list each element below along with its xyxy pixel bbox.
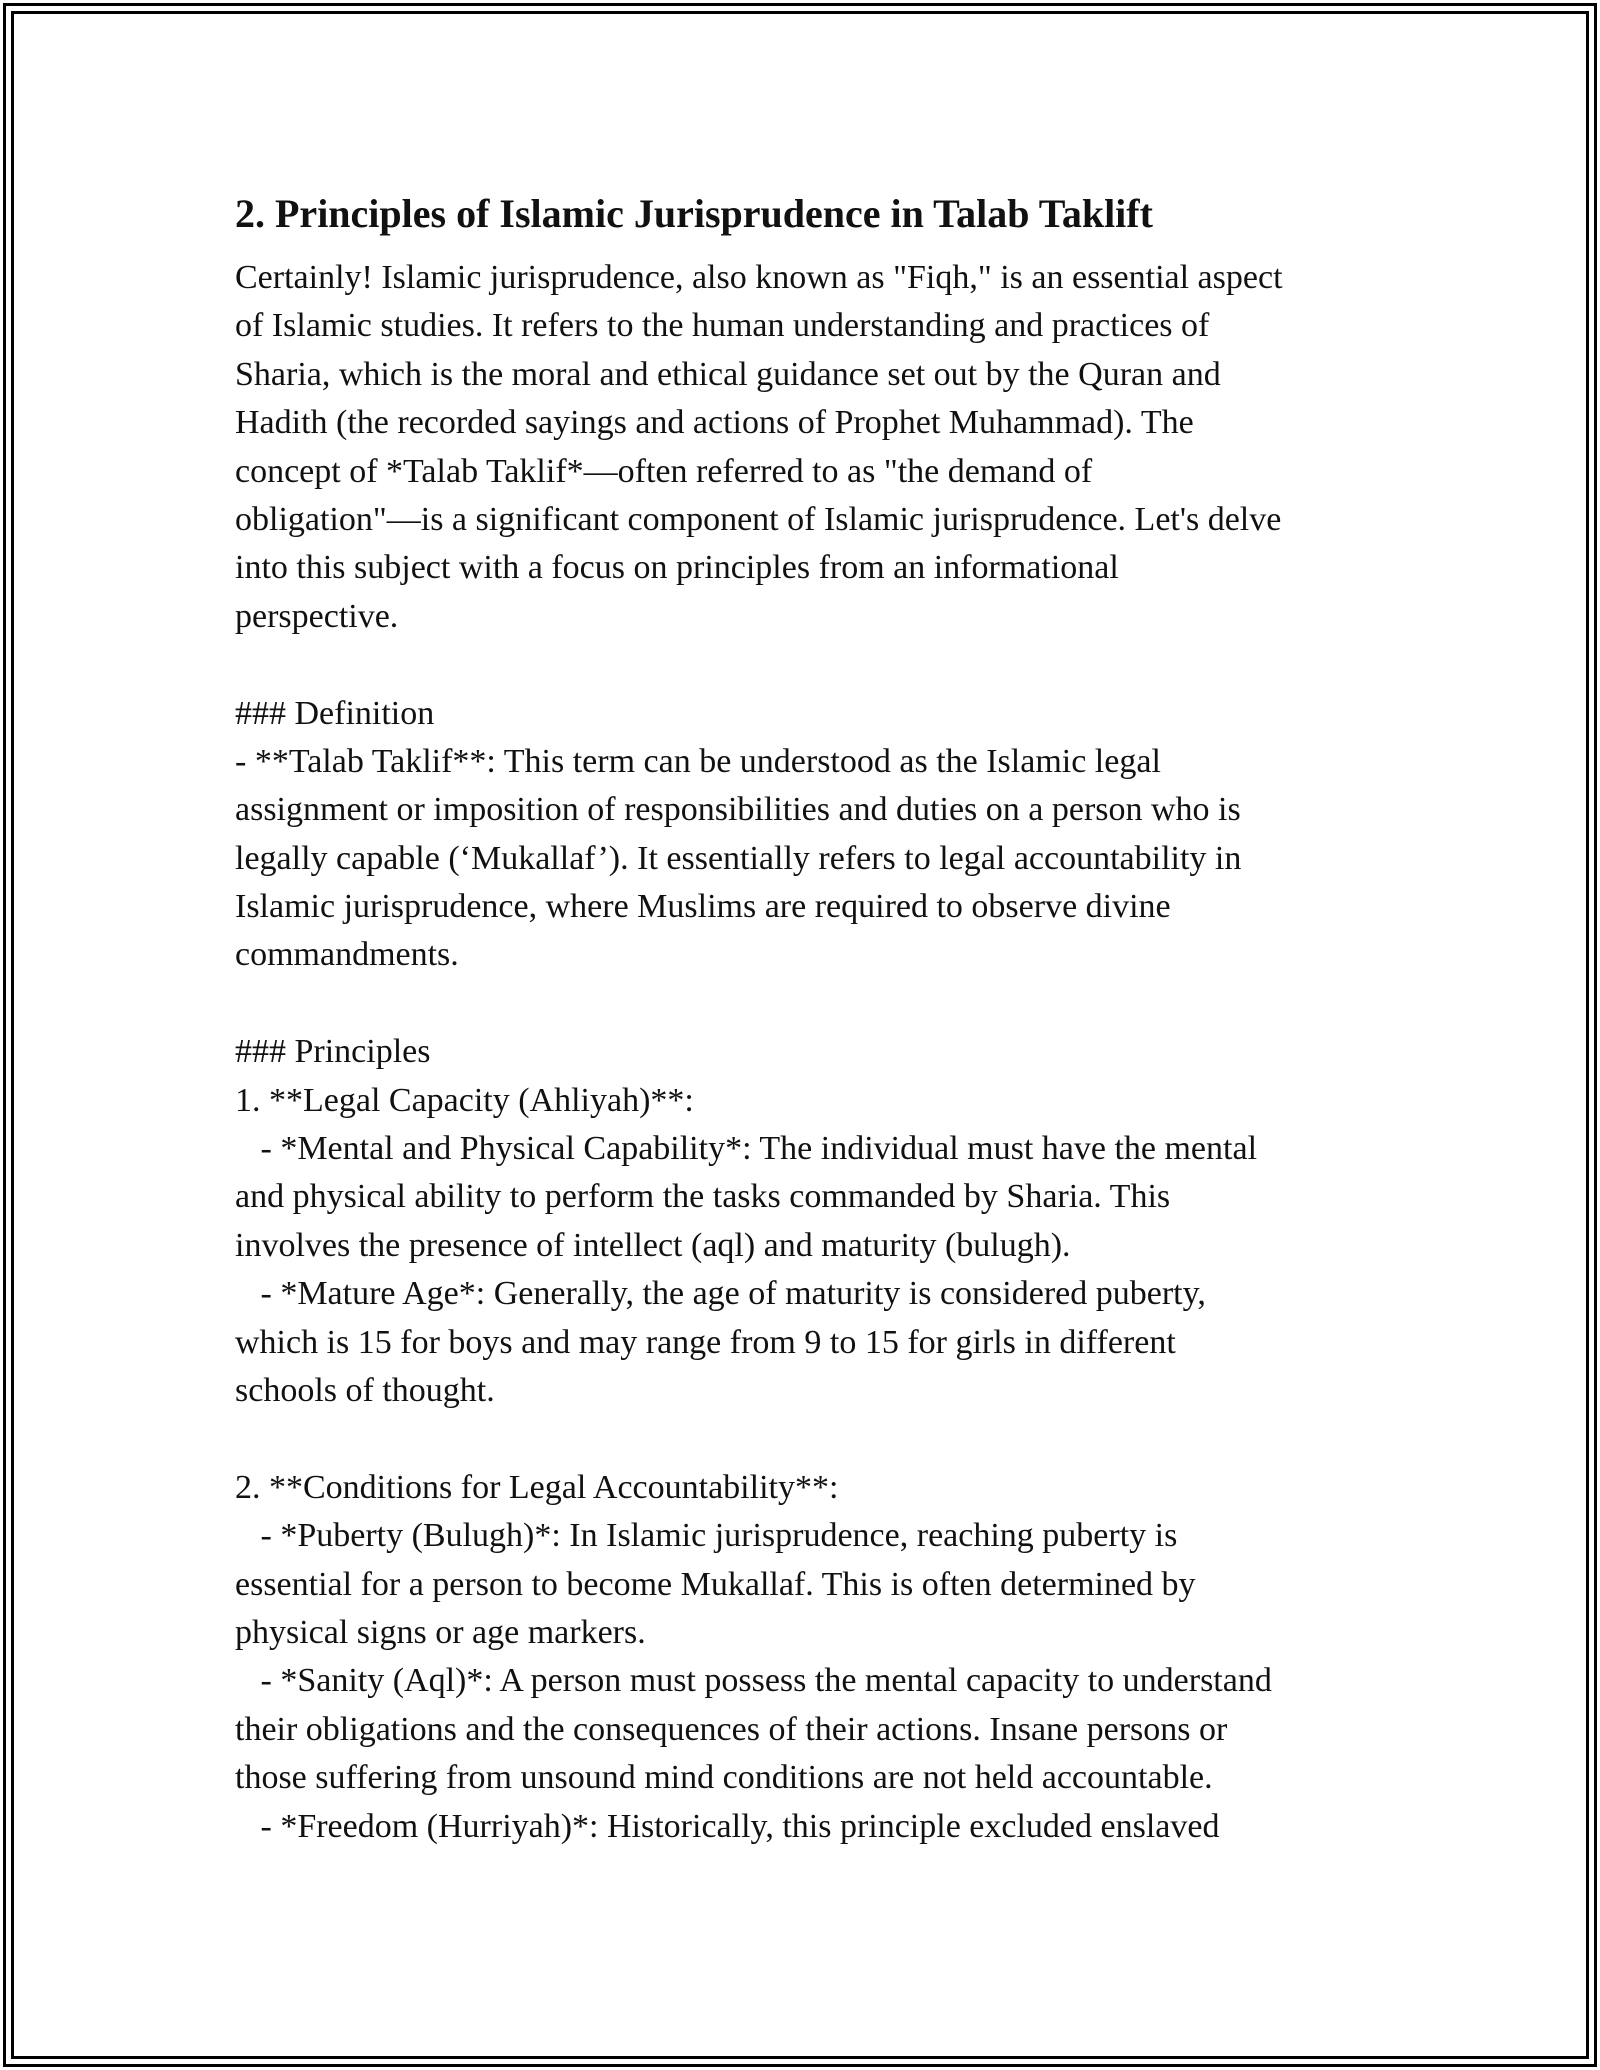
- text-line: Sharia, which is the moral and ethical guidance set out by the Quran and: [235, 355, 1221, 393]
- text-line: - *Puberty (Bulugh)*: In Islamic jurisprudence, reaching puberty is: [235, 1517, 1178, 1555]
- text-line: assignment or imposition of responsibilities and duties on a person who is: [235, 791, 1241, 829]
- text-line: 1. **Legal Capacity (Ahliyah)**:: [235, 1081, 694, 1119]
- text-line: - *Freedom (Hurriyah)*: Historically, this principle excluded enslaved: [235, 1807, 1220, 1845]
- text-line: 2. **Conditions for Legal Accountability**:: [235, 1468, 839, 1506]
- text-line: Certainly! Islamic jurisprudence, also known as "Fiqh," is an essential aspect: [235, 259, 1283, 296]
- text-line: - **Talab Taklif**: This term can be understood as the Islamic legal: [235, 742, 1161, 780]
- principles-heading: ### Principles: [235, 1033, 431, 1071]
- paragraph-spacer: [235, 980, 1395, 1028]
- text-line: physical signs or age markers.: [235, 1613, 646, 1651]
- definition-paragraph: [235, 738, 1395, 980]
- principle-1-list-item: [235, 1077, 1395, 1416]
- text-line: which is 15 for boys and may range from 9 to 15 for girls in different: [235, 1323, 1176, 1361]
- text-line: - *Mental and Physical Capability*: The individual must have the mental: [235, 1130, 1258, 1168]
- text-line: and physical ability to perform the tasks commanded by Sharia. This: [235, 1178, 1171, 1216]
- text-line: Hadith (the recorded sayings and actions of Prophet Muhammad). The: [235, 404, 1194, 442]
- text-line: of Islamic studies. It refers to the human understanding and practices of: [235, 307, 1210, 345]
- text-line: those suffering from unsound mind conditions are not held accountable.: [235, 1759, 1213, 1797]
- text-line: commandments.: [235, 936, 459, 974]
- text-line: perspective.: [235, 597, 399, 635]
- text-line: concept of *Talab Taklif*—often referred to as "the demand of: [235, 452, 1093, 490]
- text-line: into this subject with a focus on principles from an informational: [235, 549, 1119, 587]
- text-line: - *Sanity (Aql)*: A person must possess the mental capacity to understand: [235, 1662, 1272, 1700]
- principle-2-list-item: [235, 1464, 1395, 1851]
- document-title: 2. Principles of Islamic Jurisprudence in Talab Taklift: [235, 191, 1153, 236]
- text-line: involves the presence of intellect (aql) and maturity (bulugh).: [235, 1226, 1071, 1264]
- text-line: Islamic jurisprudence, where Muslims are required to observe divine: [235, 888, 1171, 926]
- definition-heading: ### Definition: [235, 694, 435, 732]
- text-line: obligation"—is a significant component of Islamic jurisprudence. Let's delve: [235, 500, 1282, 538]
- text-line: their obligations and the consequences of their actions. Insane persons or: [235, 1710, 1228, 1748]
- paragraph-spacer: [235, 641, 1395, 689]
- text-line: - *Mature Age*: Generally, the age of maturity is considered puberty,: [235, 1275, 1206, 1313]
- text-line: essential for a person to become Mukallaf. This is often determined by: [235, 1565, 1196, 1603]
- text-line: legally capable (‘Mukallaf’). It essentially refers to legal accountability in: [235, 839, 1242, 877]
- text-line: schools of thought.: [235, 1371, 495, 1409]
- paragraph-spacer: [235, 1415, 1395, 1463]
- intro-paragraph: [235, 254, 1395, 641]
- document-body: [235, 186, 1395, 1851]
